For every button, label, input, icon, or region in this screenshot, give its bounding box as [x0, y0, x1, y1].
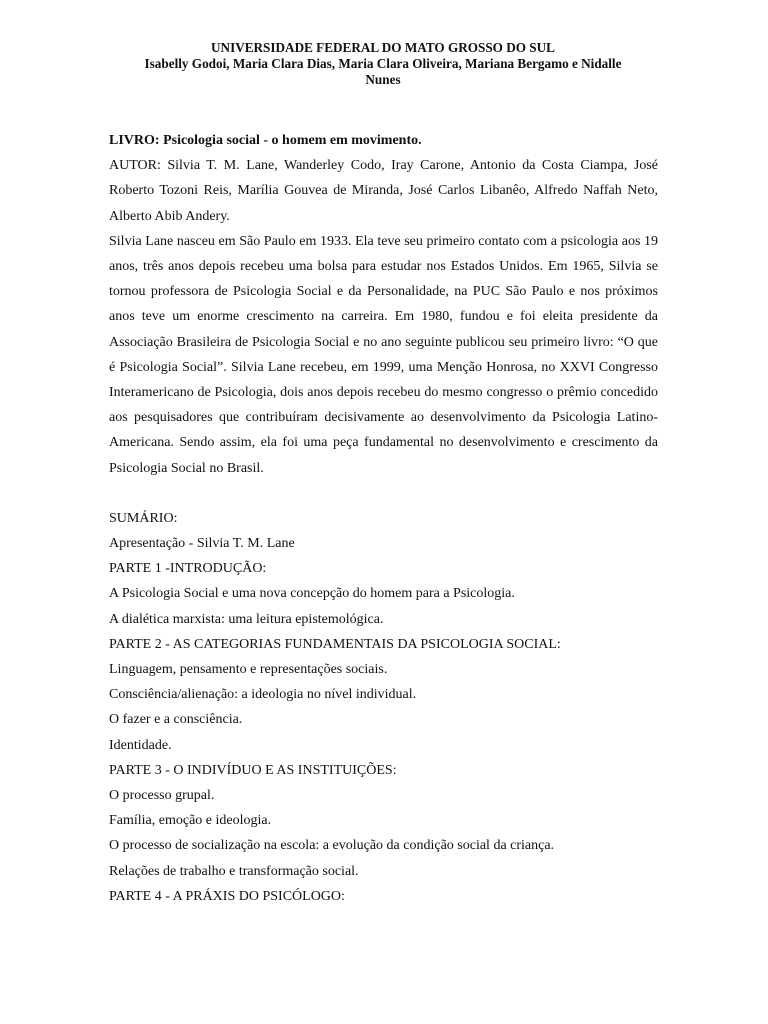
book-title: Psicologia social - o homem em movimento.	[159, 133, 422, 148]
author-biography: Silvia Lane nasceu em São Paulo em 1933. Ela teve seu primeiro contato com a psicologia aos 19 anos, três anos depois recebeu uma bolsa para estudar nos Estados Unidos. Em 1965, Silvia se tornou professora de Psicologia Social e da Personalidade, na PUC São Paulo e nos próximos anos teve um enorme crescimento na carreira. Em 1980, fundou e foi eleita presidente da Associação Brasileira de Psicologia Social e no ano seguinte publicou seu primeiro livro: “O que é Psicologia Social”. Silvia Lane recebeu, em 1999, uma Menção Honrosa, no XXVI Congresso Interamericano de Psicologia, dois anos depois recebeu do mesmo congresso o prêmio concedido aos pesquisadores que contribuíram decisivamente ao desenvolvimento da Psicologia Latino-Americana. Sendo assim, ela foi uma peça fundamental no desenvolvimento e crescimento da Psicologia Social no Brasil.	[109, 233, 658, 476]
summary-item: O fazer e a consciência.	[109, 712, 243, 728]
summary-heading: SUMÁRIO:	[109, 510, 178, 526]
university-name: UNIVERSIDADE FEDERAL DO MATO GROSSO DO SUL	[211, 40, 555, 55]
book-authors: AUTOR: Silvia T. M. Lane, Wanderley Codo, Iray Carone, Antonio da Costa Ciampa, José Roberto Tozoni Reis, Marília Gouvea de Miranda, José Carlos Libanêo, Alfredo Naffah Neto, Alberto Abib Andery.	[109, 158, 658, 224]
paragraph-spacer	[109, 481, 658, 506]
summary-item: PARTE 2 - AS CATEGORIAS FUNDAMENTAIS DA PSICOLOGIA SOCIAL:	[109, 636, 561, 652]
summary-item: PARTE 4 - A PRÁXIS DO PSICÓLOGO:	[109, 888, 345, 904]
summary-item: Consciência/alienação: a ideologia no nível individual.	[109, 687, 417, 703]
summary-item: PARTE 1 -INTRODUÇÃO:	[109, 561, 267, 577]
book-label: LIVRO:	[109, 133, 160, 148]
summary-item: PARTE 3 - O INDIVÍDUO E AS INSTITUIÇÕES:	[109, 762, 397, 778]
summary-item: Apresentação - Silvia T. M. Lane	[109, 536, 295, 552]
book-title-line	[109, 128, 658, 153]
summary-item: A Psicologia Social e uma nova concepção do homem para a Psicologia.	[109, 586, 515, 602]
summary-item: Identidade.	[109, 737, 172, 753]
authors-line-continued: Nunes	[365, 72, 401, 87]
summary-item: Família, emoção e ideologia.	[109, 813, 272, 829]
summary-item: O processo grupal.	[109, 788, 215, 804]
summary-item: A dialética marxista: uma leitura epistemológica.	[109, 611, 384, 627]
authors-line: Isabelly Godoi, Maria Clara Dias, Maria Clara Oliveira, Mariana Bergamo e Nidalle	[144, 56, 622, 71]
summary-item: Linguagem, pensamento e representações sociais.	[109, 662, 388, 678]
document-body	[109, 128, 658, 909]
summary-item: Relações de trabalho e transformação social.	[109, 863, 359, 879]
summary-item: O processo de socialização na escola: a evolução da condição social da criança.	[109, 838, 555, 854]
document-header	[108, 40, 658, 88]
